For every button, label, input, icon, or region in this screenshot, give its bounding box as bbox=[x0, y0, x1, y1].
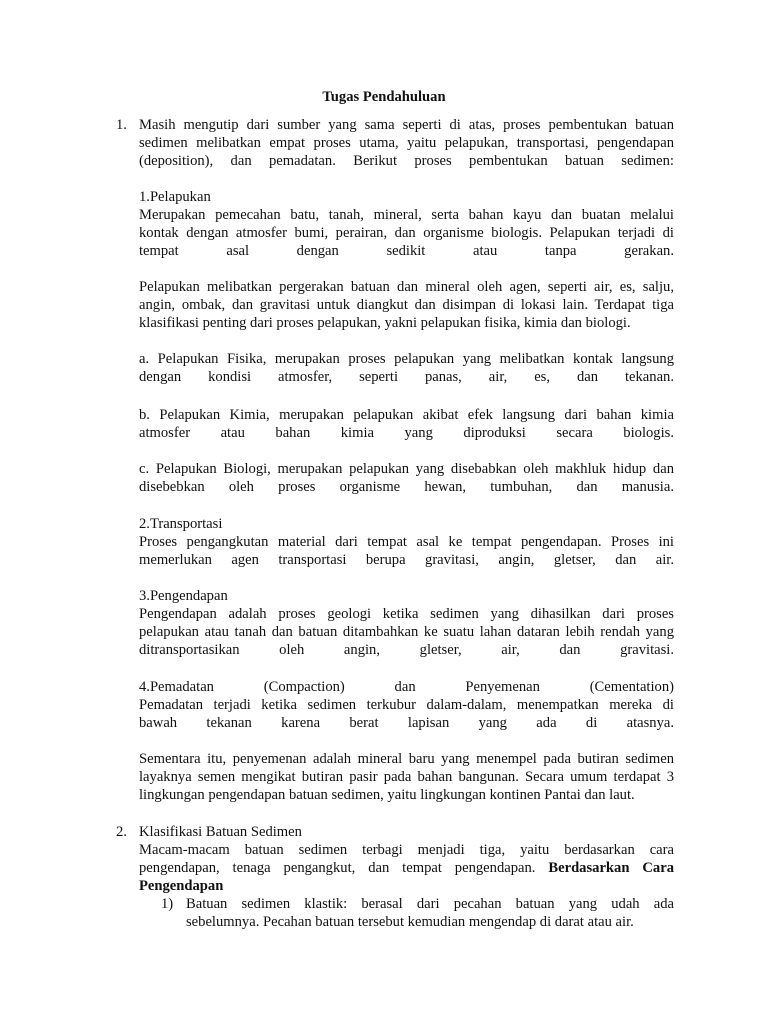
text-line: Batuan sedimen klastik: berasal dari pecahan batuan yang udah ada bbox=[186, 896, 674, 912]
text-line: sedimen melibatkan empat proses utama, yaitu pelapukan, transportasi, pengendapan bbox=[139, 135, 674, 151]
text-line: pelapukan atau tanah dan batuan ditambahkan ke suatu lahan dataran lebih rendah yang bbox=[139, 624, 674, 640]
sublist-number-1: 1) bbox=[161, 896, 174, 912]
text-line: Sementara itu, penyemenan adalah mineral baru yang menempel pada butiran sedimen bbox=[139, 751, 674, 767]
text-line: Proses pengangkutan material dari tempat asal ke tempat pengendapan. Proses ini bbox=[139, 534, 674, 550]
section-heading-klasifikasi: Klasifikasi Batuan Sedimen bbox=[139, 824, 302, 840]
list-number-1: 1. bbox=[116, 117, 127, 133]
text-line: Merupakan pemecahan batu, tanah, mineral, serta bahan kayu dan buatan melalui bbox=[139, 207, 674, 223]
text-line: lingkungan pengendapan batuan sedimen, yaitu lingkungan kontinen Pantai dan laut. bbox=[139, 787, 635, 803]
pengendapan-section bbox=[139, 587, 674, 659]
text-line: Pengendapan adalah proses geologi ketika sedimen yang dihasilkan dari proses bbox=[139, 606, 674, 622]
section-heading-pemadatan: 4.Pemadatan (Compaction) dan Penyemenan (Cementation) bbox=[139, 679, 674, 695]
text-line: kontak dengan atmosfer bumi, perairan, dan organisme biologis. Pelapukan terjadi di bbox=[139, 225, 674, 241]
text-line: (deposition), dan pemadatan. Berikut proses pembentukan batuan sedimen: bbox=[139, 153, 674, 169]
klasifikasi-section bbox=[139, 823, 674, 895]
text-line: Masih mengutip dari sumber yang sama seperti di atas, proses pembentukan batuan bbox=[139, 117, 674, 133]
pelapukan-biologi bbox=[139, 460, 674, 496]
section-heading-pelapukan: 1.Pelapukan bbox=[139, 189, 211, 205]
intro-paragraph bbox=[139, 116, 674, 170]
text-line: ditransportasikan oleh angin, gletser, air, dan gravitasi. bbox=[139, 642, 674, 658]
text-line: memerlukan agen transportasi berupa gravitasi, angin, gletser, dan air. bbox=[139, 552, 674, 568]
text-line: bawah tekanan karena berat lapisan yang ada di atasnya. bbox=[139, 715, 674, 731]
text-line: Pemadatan terjadi ketika sedimen terkubur dalam-dalam, menempatkan mereka di bbox=[139, 697, 674, 713]
document-title: Tugas Pendahuluan bbox=[322, 89, 446, 105]
text-line: disebebkan oleh proses organisme hewan, tumbuhan, dan manusia. bbox=[139, 479, 674, 495]
pelapukan-kimia bbox=[139, 406, 674, 442]
penyemenan-paragraph bbox=[139, 750, 674, 804]
pelapukan-paragraph-2 bbox=[139, 278, 674, 332]
section-heading-transportasi: 2.Transportasi bbox=[139, 516, 223, 532]
text-line: dengan kondisi atmosfer, seperti panas, air, es, dan tekanan. bbox=[139, 369, 674, 385]
text-line bbox=[139, 859, 674, 877]
text-line: layaknya semen mengikat butiran pasir pada bahan bangunan. Secara umum terdapat 3 bbox=[139, 769, 674, 785]
bold-text-run: Berdasarkan Cara bbox=[548, 860, 674, 876]
pemadatan-section bbox=[139, 678, 674, 732]
text-run: pengendapan, tenaga pengangkut, dan tempat pengendapan. bbox=[139, 860, 536, 876]
transportasi-section bbox=[139, 515, 674, 569]
sublist-item-klastik bbox=[186, 895, 674, 931]
text-line: angin, ombak, dan gravitasi untuk diangkut dan disimpan di lokasi lain. Terdapat tiga bbox=[139, 297, 674, 313]
text-line: Pelapukan melibatkan pergerakan batuan dan mineral oleh agen, seperti air, es, salju, bbox=[139, 279, 674, 295]
section-heading-pengendapan: 3.Pengendapan bbox=[139, 588, 228, 604]
text-line: sebelumnya. Pecahan batuan tersebut kemudian mengendap di darat atau air. bbox=[186, 914, 634, 930]
text-line: klasifikasi penting dari proses pelapukan, yakni pelapukan fisika, kimia dan biologi. bbox=[139, 315, 631, 331]
bold-text-line: Pengendapan bbox=[139, 878, 224, 894]
text-line: c. Pelapukan Biologi, merupakan pelapukan yang disebabkan oleh makhluk hidup dan bbox=[139, 461, 674, 477]
pelapukan-fisika bbox=[139, 350, 674, 386]
text-line: Macam-macam batuan sedimen terbagi menjadi tiga, yaitu berdasarkan cara bbox=[139, 842, 674, 858]
text-line: tempat asal dengan sedikit atau tanpa gerakan. bbox=[139, 243, 674, 259]
pelapukan-section bbox=[139, 188, 674, 260]
text-line: a. Pelapukan Fisika, merupakan proses pelapukan yang melibatkan kontak langsung bbox=[139, 351, 674, 367]
list-number-2: 2. bbox=[116, 824, 127, 840]
text-line: b. Pelapukan Kimia, merupakan pelapukan akibat efek langsung dari bahan kimia bbox=[139, 407, 674, 423]
text-line: atmosfer atau bahan kimia yang diproduksi secara biologis. bbox=[139, 425, 674, 441]
